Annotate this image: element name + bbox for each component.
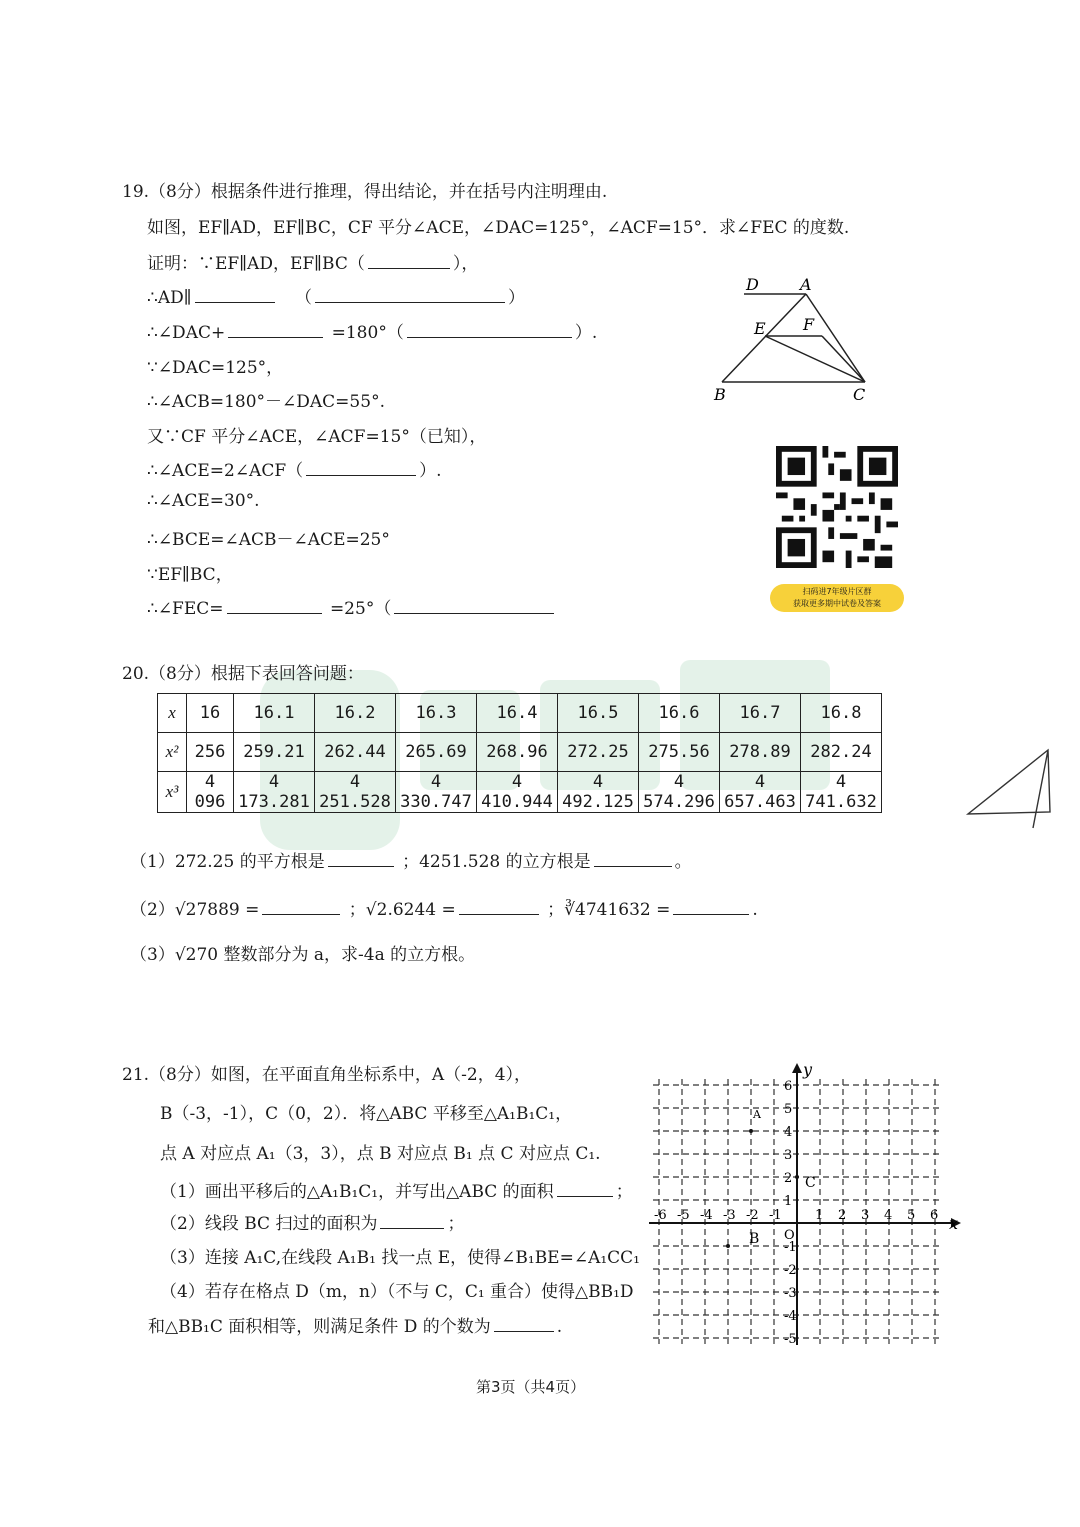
- x-tick-label: 1: [815, 1208, 824, 1223]
- label-D: D: [746, 275, 759, 294]
- y-tick-label: 3: [784, 1148, 793, 1163]
- y-tick-label: -2: [784, 1263, 797, 1278]
- q19-line-11: ∴∠FEC= =25°（: [147, 594, 557, 619]
- point-b: [726, 1244, 730, 1248]
- table-cell: 16: [187, 694, 234, 733]
- x-tick-label: -3: [723, 1208, 736, 1223]
- table-cell: 16.8: [801, 694, 882, 733]
- q21-line-3: 点 A 对应点 A₁（3，3），点 B 对应点 B₁ 点 C 对应点 C₁.: [160, 1144, 601, 1164]
- table-cell: 16.1: [234, 694, 315, 733]
- label-E: E: [754, 319, 766, 338]
- q20-part-2: （2）√27889 = ；√2.6244 = ；∛4741632 = .: [130, 895, 758, 920]
- table-cell: 256: [187, 733, 234, 772]
- y-tick-label: 2: [784, 1171, 793, 1186]
- row-label: x: [158, 694, 187, 733]
- q19-line-5: ∴∠ACB=180°－∠DAC=55°.: [147, 392, 385, 412]
- y-tick-label: 5: [784, 1102, 793, 1117]
- table-cell: 16.5: [558, 694, 639, 733]
- answer-blank[interactable]: [306, 457, 416, 476]
- row-label: x²: [158, 733, 187, 772]
- x-tick-label: -4: [700, 1208, 713, 1223]
- y-axis-label: y: [803, 1060, 813, 1079]
- point-c: [795, 1175, 799, 1179]
- label-F: F: [803, 315, 815, 334]
- y-axis-arrow: [792, 1063, 802, 1073]
- x-tick-label: 6: [930, 1208, 939, 1223]
- row-label: x³: [158, 772, 187, 813]
- q19-line-1: 证明：∵EF∥AD，EF∥BC（ ），: [147, 249, 478, 274]
- triangle-figure: [710, 272, 890, 412]
- table-cell: 4 173.281: [234, 772, 315, 813]
- y-tick-label: -5: [784, 1332, 797, 1345]
- q21-part-2: （2）线段 BC 扫过的面积为 ；: [160, 1209, 464, 1234]
- answer-blank[interactable]: [494, 1313, 554, 1332]
- answer-blank[interactable]: [394, 595, 554, 614]
- table-cell: 16.7: [720, 694, 801, 733]
- q19-line-6: 又∵CF 平分∠ACE，∠ACF=15°（已知），: [147, 427, 487, 447]
- table-cell: 275.56: [639, 733, 720, 772]
- handwritten-b-label: B: [749, 1231, 760, 1247]
- q19-line-4: ∵∠DAC=125°，: [147, 358, 284, 378]
- q19-line-8: ∴∠ACE=30°.: [147, 491, 260, 511]
- x-tick-label: -1: [769, 1208, 782, 1223]
- table-cell: 16.4: [477, 694, 558, 733]
- table-cell: 268.96: [477, 733, 558, 772]
- q19-line-10: ∵EF∥BC，: [147, 565, 233, 585]
- answer-blank[interactable]: [368, 250, 450, 269]
- q19-given: 如图，EF∥AD，EF∥BC，CF 平分∠ACE，∠DAC=125°，∠ACF=15°．求∠FEC 的度数.: [147, 218, 850, 238]
- qr-caption-badge: [770, 584, 904, 612]
- handwritten-c-label: C: [805, 1175, 816, 1191]
- y-tick-label: -4: [784, 1309, 797, 1324]
- qr-code[interactable]: [776, 446, 898, 568]
- table-row: [158, 733, 882, 772]
- answer-blank[interactable]: [459, 896, 539, 915]
- qr-caption-line-1: 扫码进7年级片区群: [802, 587, 872, 596]
- y-tick-label: 6: [784, 1079, 793, 1094]
- table-cell: 16.6: [639, 694, 720, 733]
- x-axis-label: x: [949, 1214, 959, 1233]
- answer-blank[interactable]: [380, 1210, 444, 1229]
- x-tick-label: 5: [907, 1208, 916, 1223]
- table-cell: 4 330.747: [396, 772, 477, 813]
- q21-part-4b: 和△BB₁C 面积相等，则满足条件 D 的个数为 .: [148, 1312, 562, 1337]
- y-tick-label: 4: [784, 1125, 793, 1140]
- q20-part-3: （3）√270 整数部分为 a，求-4a 的立方根。: [130, 945, 476, 965]
- answer-blank[interactable]: [594, 848, 672, 867]
- answer-blank[interactable]: [195, 284, 275, 303]
- table-cell: 4 410.944: [477, 772, 558, 813]
- table-cell: 265.69: [396, 733, 477, 772]
- table-cell: 282.24: [801, 733, 882, 772]
- answer-blank[interactable]: [228, 319, 323, 338]
- table-cell: 16.2: [315, 694, 396, 733]
- table-cell: 4 251.528: [315, 772, 396, 813]
- table-cell: 259.21: [234, 733, 315, 772]
- q21-part-1: （1）画出平移后的△A₁B₁C₁，并写出△ABC 的面积 ；: [160, 1177, 633, 1202]
- q19-line-9: ∴∠BCE=∠ACB－∠ACE=25°: [147, 530, 390, 550]
- table-cell: 272.25: [558, 733, 639, 772]
- q21-line-2: B（-3，-1），C（0，2）．将△ABC 平移至△A₁B₁C₁，: [160, 1104, 573, 1124]
- label-B: B: [714, 385, 726, 404]
- q19-line-2: ∴AD∥ （ ）: [147, 283, 525, 308]
- x-tick-label: 2: [838, 1208, 847, 1223]
- x-tick-label: -2: [746, 1208, 759, 1223]
- table-row: [158, 694, 882, 733]
- x-tick-label: -6: [654, 1208, 667, 1223]
- y-tick-label: -1: [784, 1240, 797, 1255]
- answer-blank[interactable]: [557, 1178, 613, 1197]
- table-cell: 278.89: [720, 733, 801, 772]
- table-cell: 4 741.632: [801, 772, 882, 813]
- y-tick-label: -3: [784, 1286, 797, 1301]
- x-tick-label: 4: [884, 1208, 893, 1223]
- table-row: [158, 772, 882, 813]
- q20-header: 20.（8分）根据下表回答问题：: [122, 664, 364, 684]
- y-tick-label: 1: [784, 1194, 793, 1209]
- answer-blank[interactable]: [262, 896, 340, 915]
- origin-label: O: [784, 1228, 795, 1243]
- label-C: C: [853, 385, 866, 404]
- point-a: [749, 1129, 753, 1133]
- q20-part-1: （1）272.25 的平方根是 ；4251.528 的立方根是 。: [130, 847, 692, 872]
- data-table: [157, 693, 882, 813]
- table-cell: 4 657.463: [720, 772, 801, 813]
- q19-line-7: ∴∠ACE=2∠ACF（ ）.: [147, 456, 442, 481]
- label-A: A: [800, 275, 812, 294]
- table-cell: 4 492.125: [558, 772, 639, 813]
- handwritten-triangle-sketch: [958, 742, 1058, 832]
- q19-header: 19.（8分）根据条件进行推理，得出结论，并在括号内注明理由.: [122, 182, 608, 202]
- answer-blank[interactable]: [227, 595, 322, 614]
- answer-blank[interactable]: [407, 319, 572, 338]
- q21-part-4a: （4）若存在格点 D（m，n）（不与 C，C₁ 重合）使得△BB₁D: [160, 1282, 634, 1302]
- x-tick-label: -5: [677, 1208, 690, 1223]
- q21-header: 21.（8分）如图，在平面直角坐标系中，A（-2，4），: [122, 1065, 532, 1085]
- table-cell: 16.3: [396, 694, 477, 733]
- x-tick-label: 3: [861, 1208, 870, 1223]
- table-cell: 262.44: [315, 733, 396, 772]
- answer-blank[interactable]: [315, 284, 505, 303]
- q19-line-3: ∴∠DAC+ =180°（ ）.: [147, 318, 597, 343]
- answer-blank[interactable]: [673, 896, 749, 915]
- answer-blank[interactable]: [328, 848, 394, 867]
- page-footer: 第3页（共4页）: [476, 1378, 586, 1396]
- q21-part-3: （3）连接 A₁C,在线段 A₁B₁ 找一点 E，使得∠B₁BE=∠A₁CC₁: [160, 1248, 641, 1268]
- table-cell: 4 096: [187, 772, 234, 813]
- coordinate-grid[interactable]: [645, 1055, 975, 1345]
- handwritten-a-label: A: [753, 1108, 761, 1121]
- table-cell: 4 574.296: [639, 772, 720, 813]
- qr-caption-line-2: 获取更多期中试卷及答案: [793, 599, 881, 608]
